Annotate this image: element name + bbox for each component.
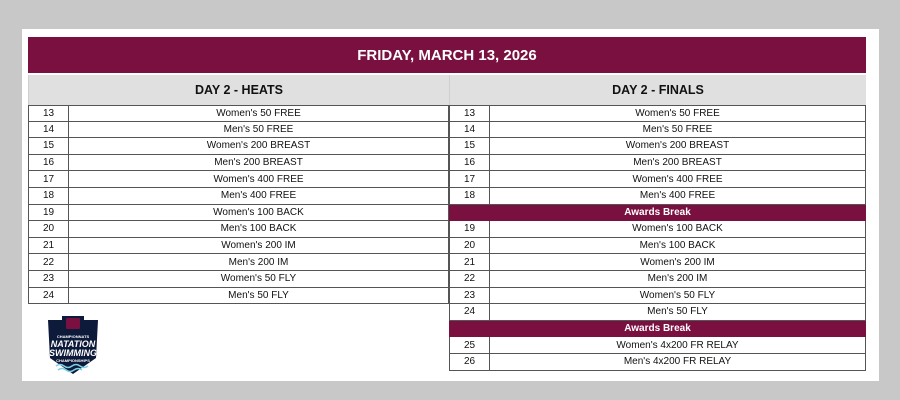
event-row: [449, 105, 866, 122]
event-name: Women's 200 BREAST: [625, 140, 730, 152]
event-number: 20: [29, 221, 69, 237]
event-row: [449, 271, 866, 288]
event-name: Women's 200 IM: [221, 240, 296, 252]
event-name: Men's 4x200 FR RELAY: [623, 356, 732, 368]
event-name: Women's 50 FREE: [216, 107, 301, 119]
event-name: Women's 50 FREE: [635, 107, 720, 119]
event-row: [449, 155, 866, 172]
page-title: FRIDAY, MARCH 13, 2026: [28, 37, 866, 73]
event-number: 15: [450, 138, 490, 154]
event-number: 22: [29, 254, 69, 270]
logo-line4: CHAMPIONSHIPS: [56, 358, 90, 363]
event-row: [449, 188, 866, 205]
event-number: 13: [29, 106, 69, 121]
awards-break-row: Awards Break: [449, 205, 866, 222]
logo-line1: CHAMPIONNATS: [56, 334, 90, 339]
heats-header: DAY 2 - HEATS: [28, 75, 449, 105]
logo-line3: SWIMMING: [49, 348, 97, 358]
event-name: Women's 50 FLY: [220, 273, 297, 285]
logo-line2: NATATION: [50, 339, 96, 349]
schedule-card: [22, 29, 879, 381]
event-name: Women's 400 FREE: [213, 173, 304, 185]
event-name: Women's 100 BACK: [213, 206, 304, 218]
event-row: [28, 205, 449, 222]
event-number: 22: [450, 271, 490, 287]
event-row: [28, 155, 449, 172]
event-name: Men's 100 BACK: [220, 223, 297, 235]
event-row: [28, 271, 449, 288]
event-number: 15: [29, 138, 69, 154]
event-row: [28, 122, 449, 139]
event-row: [449, 238, 866, 255]
event-number: 13: [450, 106, 490, 121]
event-row: [28, 188, 449, 205]
event-row: [28, 288, 449, 305]
event-row: [449, 221, 866, 238]
event-row: [449, 254, 866, 271]
event-name: Women's 200 IM: [640, 256, 715, 268]
event-number: 24: [29, 288, 69, 304]
event-row: [28, 171, 449, 188]
event-name: Men's 100 BACK: [639, 240, 716, 252]
event-number: 20: [450, 238, 490, 254]
event-name: Men's 50 FREE: [223, 123, 294, 135]
event-number: 23: [29, 271, 69, 287]
event-row: [449, 304, 866, 321]
event-number: 21: [29, 238, 69, 254]
event-name: Men's 200 IM: [228, 256, 289, 268]
event-row: [449, 354, 866, 371]
event-number: 24: [450, 304, 490, 320]
heats-column: [28, 75, 449, 304]
finals-column: [449, 75, 866, 371]
event-number: 16: [450, 155, 490, 171]
event-number: 17: [29, 171, 69, 187]
championship-logo: [38, 314, 108, 376]
event-number: 26: [450, 354, 490, 370]
event-number: 17: [450, 171, 490, 187]
finals-header: DAY 2 - FINALS: [449, 75, 866, 105]
event-name: Men's 50 FLY: [228, 289, 289, 301]
event-name: Women's 4x200 FR RELAY: [616, 339, 739, 351]
event-name: Men's 400 FREE: [220, 190, 297, 202]
event-number: 18: [29, 188, 69, 204]
event-name: Men's 200 BREAST: [633, 157, 722, 169]
event-number: 19: [450, 221, 490, 237]
event-number: 23: [450, 288, 490, 304]
awards-break-row: Awards Break: [449, 321, 866, 338]
event-row: [449, 337, 866, 354]
event-number: 19: [29, 205, 69, 221]
event-name: Men's 200 BREAST: [214, 157, 303, 169]
event-row: [28, 105, 449, 122]
event-number: 21: [450, 254, 490, 270]
event-row: [449, 138, 866, 155]
event-row: [28, 138, 449, 155]
event-number: 18: [450, 188, 490, 204]
event-name: Women's 200 BREAST: [206, 140, 311, 152]
event-row: [449, 171, 866, 188]
event-row: [28, 254, 449, 271]
event-row: [28, 221, 449, 238]
event-name: Men's 200 IM: [647, 273, 708, 285]
finals-table: [449, 105, 866, 371]
event-number: 14: [450, 122, 490, 138]
event-number: 16: [29, 155, 69, 171]
event-number: 25: [450, 337, 490, 353]
event-number: 14: [29, 122, 69, 138]
event-row: [449, 288, 866, 305]
event-row: [449, 122, 866, 139]
event-row: [28, 238, 449, 255]
heats-table: [28, 105, 449, 304]
event-name: Men's 50 FLY: [647, 306, 708, 318]
event-name: Men's 400 FREE: [639, 190, 716, 202]
event-name: Women's 100 BACK: [632, 223, 723, 235]
event-name: Men's 50 FREE: [642, 123, 713, 135]
event-name: Women's 50 FLY: [639, 289, 716, 301]
event-name: Women's 400 FREE: [632, 173, 723, 185]
